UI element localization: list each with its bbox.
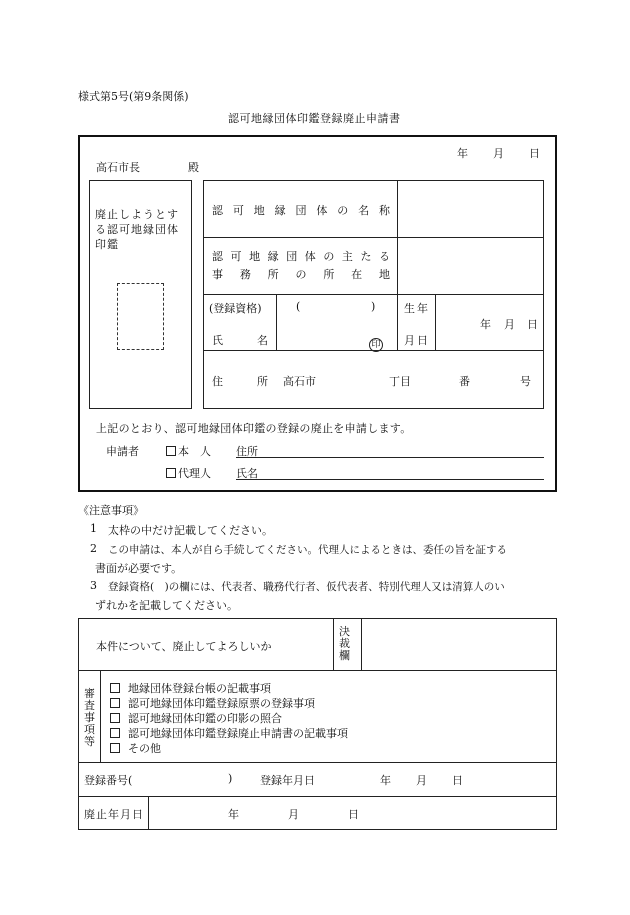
agent-option[interactable]: [166, 465, 211, 481]
note-3-text: 登録資格( )の欄には、代表者、職務代行者、仮代表者、特別代理人又は清算人のい: [108, 581, 505, 593]
date-month-label: 月: [493, 147, 504, 160]
org-name-label: 認可地縁団体の名称: [212, 204, 390, 217]
seal-mark-text: 印: [369, 338, 383, 352]
review-item-1-checkbox[interactable]: [110, 683, 120, 693]
address-ban: 番: [459, 375, 470, 388]
note-3-number: 3: [90, 579, 97, 592]
applicant-address-label: 住所: [236, 445, 258, 458]
review-item-4-checkbox[interactable]: [110, 728, 120, 738]
abolish-date-month: 月: [288, 808, 299, 821]
agent-checkbox[interactable]: [166, 468, 176, 478]
approval-question: 本件について、廃止してよろしいか: [96, 640, 272, 653]
abolish-date-year: 年: [228, 808, 239, 821]
self-option[interactable]: [166, 443, 211, 459]
address-chome: 丁目: [389, 375, 411, 388]
birth-month-label: 月: [504, 318, 515, 331]
address-go: 号: [520, 375, 531, 388]
org-office-label-2: 事務所の所在地: [212, 268, 390, 281]
review-item-2[interactable]: 認可地縁団体印鑑登録原票の登録事項: [110, 695, 315, 711]
abolish-date-field[interactable]: [150, 798, 555, 828]
review-item-3-checkbox[interactable]: [110, 713, 120, 723]
notes-heading: 《注意事項》: [78, 504, 144, 517]
reg-date-day: 日: [452, 774, 463, 787]
birth-label-2: 月日: [404, 334, 430, 347]
address-label: 住所: [212, 375, 268, 388]
address-city: 高石市: [283, 375, 316, 388]
form-number: 様式第5号(第9条関係): [78, 90, 189, 103]
note-2-number: 2: [90, 542, 97, 555]
review-item-1[interactable]: 地縁団体登録台帳の記載事項: [110, 680, 271, 696]
date-day-label: 日: [529, 147, 540, 160]
qualification-paren-close: ): [371, 300, 376, 313]
qualification-paren-open: (: [296, 300, 301, 313]
applicant-label: 申請者: [106, 445, 139, 458]
declaration-text: 上記のとおり、認可地縁団体印鑑の登録の廃止を申請します。: [96, 422, 412, 435]
note-2-text: この申請は、本人が自ら手続してください。代理人によるときは、委任の旨を証する: [108, 544, 507, 556]
self-option-label: 本 人: [178, 445, 211, 458]
seal-mark: [369, 332, 383, 352]
birth-year-label: 年: [480, 318, 491, 331]
note-3-text-cont: ずれかを記載してください。: [95, 599, 238, 612]
org-name-field[interactable]: [399, 182, 542, 236]
reg-number-field[interactable]: [150, 768, 224, 790]
abolish-date-day: 日: [348, 808, 359, 821]
review-item-3[interactable]: 認可地縁団体印鑑の印影の照合: [110, 710, 282, 726]
agent-option-label: 代理人: [178, 467, 211, 480]
review-label: 審査事項等: [84, 687, 95, 748]
note-1-text: 太枠の中だけ記載してください。: [108, 524, 273, 537]
applicant-name-line[interactable]: [236, 479, 544, 480]
review-item-5[interactable]: その他: [110, 740, 161, 756]
reg-number-label: 登録番号(: [84, 774, 133, 787]
page-title: 認可地縁団体印鑑登録廃止申請書: [228, 112, 401, 125]
decision-field[interactable]: [363, 620, 555, 669]
seal-impression-area[interactable]: [117, 283, 164, 350]
date-year-label: 年: [457, 147, 468, 160]
reg-date-year: 年: [380, 774, 391, 787]
review-item-5-checkbox[interactable]: [110, 743, 120, 753]
note-1-number: 1: [90, 522, 97, 535]
abolish-date-label: 廃止年月日: [84, 808, 144, 821]
addressee: 高石市長: [96, 161, 140, 174]
reg-date-month: 月: [416, 774, 427, 787]
self-checkbox[interactable]: [166, 446, 176, 456]
applicant-address-line[interactable]: [236, 457, 544, 458]
birth-day-label: 日: [527, 318, 538, 331]
reg-date-label: 登録年月日: [260, 774, 315, 787]
registration-qualification-label: (登録資格): [209, 302, 262, 315]
org-office-field[interactable]: [399, 239, 542, 293]
decision-label: 決裁欄: [339, 625, 350, 662]
note-2-text-cont: 書面が必要です。: [95, 562, 183, 575]
org-office-label-1: 認可地縁団体の主たる: [212, 250, 390, 263]
review-item-2-checkbox[interactable]: [110, 698, 120, 708]
seal-box-label: 廃止しようとする認可地縁団体印鑑: [95, 208, 179, 251]
reg-number-close: ): [228, 772, 233, 785]
review-item-4[interactable]: 認可地縁団体印鑑登録廃止申請書の記載事項: [110, 725, 348, 741]
applicant-name-label: 氏名: [236, 467, 258, 480]
name-label: 氏名: [212, 334, 268, 347]
birth-label-1: 生年: [404, 302, 430, 315]
addressee-suffix: 殿: [188, 161, 199, 174]
